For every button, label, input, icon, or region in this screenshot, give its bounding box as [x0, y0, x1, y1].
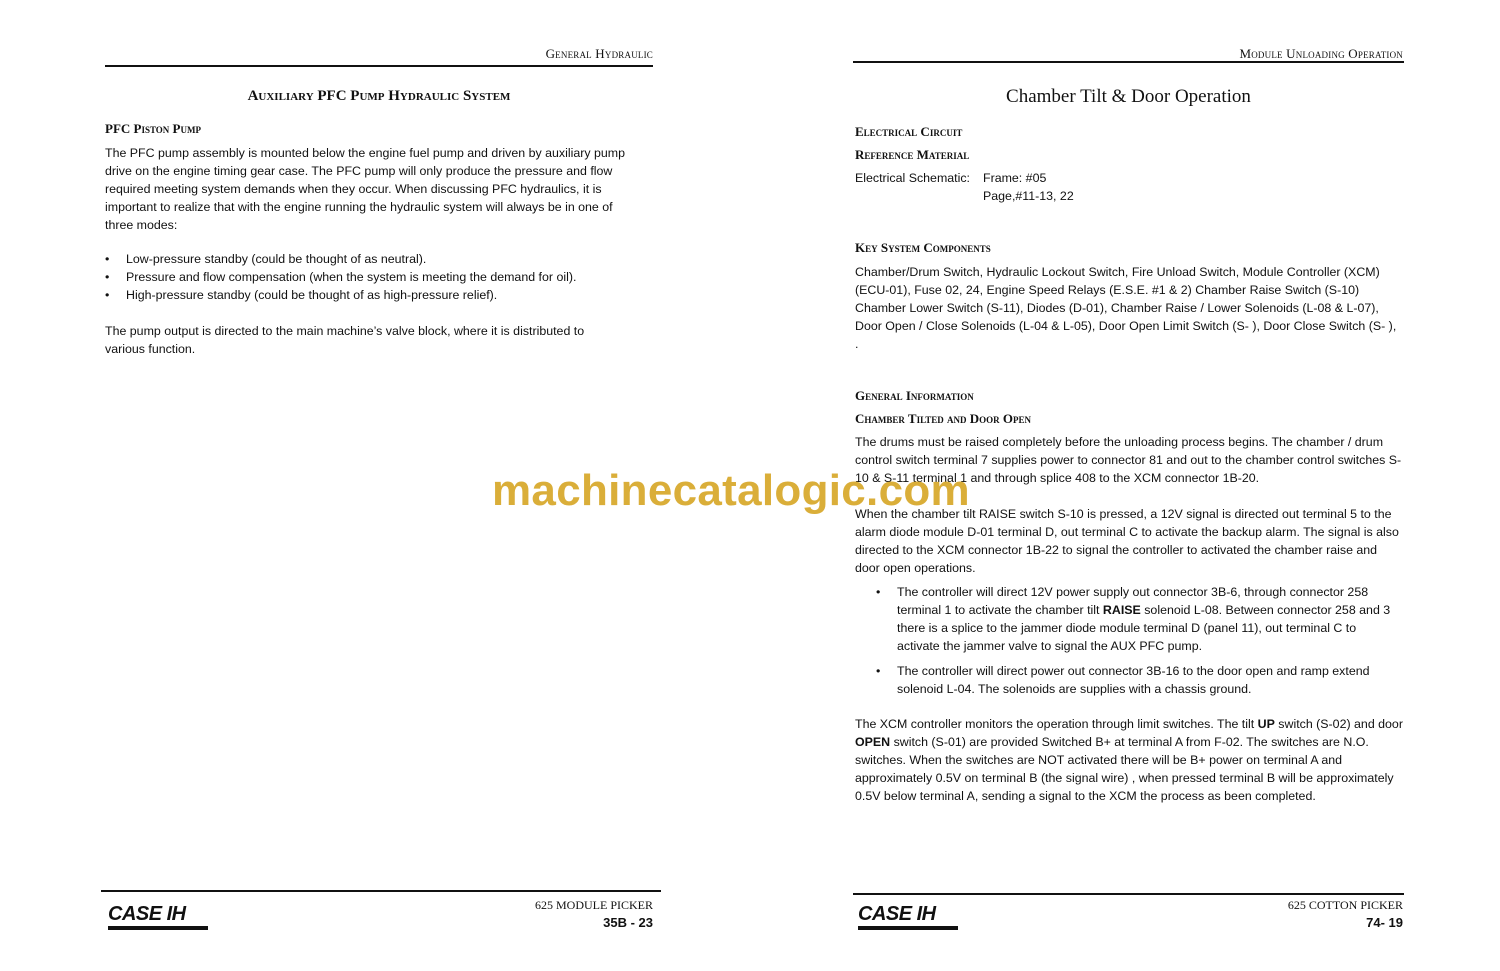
up-emphasis: UP [1257, 717, 1275, 731]
left-footer-model: 625 MODULE PICKER [534, 898, 653, 912]
list-item: • The controller will direct power out connector 3B-16 to the door open and ramp extend solenoid L-04. The solenoids are supplies with a chassis ground. [876, 662, 1396, 698]
electrical-circuit-heading: Electrical Circuit [855, 124, 963, 139]
right-header-rule [853, 61, 1404, 63]
right-running-header: Module Unloading Operation [1239, 46, 1403, 61]
left-footer-rule [101, 890, 661, 892]
left-header-rule [105, 65, 653, 67]
open-emphasis: OPEN [855, 735, 891, 749]
list-item: • High-pressure standby (could be thought of as high-pressure relief). [105, 286, 645, 304]
logo-text: CASE IH [108, 903, 186, 925]
case-ih-logo [858, 903, 936, 926]
schematic-frame: Frame: #05 [983, 171, 1047, 185]
controller-action-list [876, 583, 1396, 698]
raise-emphasis: RAISE [1102, 603, 1141, 617]
right-footer-model: 625 COTTON PICKER [1287, 898, 1403, 912]
general-information-heading: General Information [855, 388, 974, 403]
left-running-header: General Hydraulic [545, 46, 653, 61]
right-page-number: 74- 19 [1366, 915, 1403, 930]
logo-text: CASE IH [858, 903, 936, 925]
list-item: • Low-pressure standby (could be thought of as neutral). [105, 250, 645, 268]
key-components-heading: Key System Components [855, 240, 991, 255]
schematic-page: Page,#11-13, 22 [983, 189, 1074, 203]
schematic-label: Electrical Schematic: [855, 171, 970, 185]
right-paragraph-1: The drums must be raised completely before the unloading process begins. The chamber / drum control switch terminal 7 supplies power to connector 81 and out to the chamber control switches S-10 & S-11 terminal 1 and through splice 408 to the XCM connector 1B-20. [855, 435, 1402, 485]
left-mode-list [105, 250, 645, 304]
watermark: machinecatalogic.com [492, 466, 970, 515]
left-paragraph-1: The PFC pump assembly is mounted below the engine fuel pump and driven by auxiliary pump drive on the engine timing gear case. The PFC pump will only produce the pressure and flow required meeting system demands when they occur. When discussing PFC hydraulics, it is important to realize that with the engine running the hydraulic system will always be in one of three modes: [105, 146, 625, 232]
right-paragraph-2: When the chamber tilt RAISE switch S-10 is pressed, a 12V signal is directed out terminal 5 to the alarm diode module D-01 terminal D, out terminal C to activate the backup alarm. The signal is also directed to the XCM connector 1B-22 to signal the controller to activated the chamber raise and door open operations. [855, 507, 1399, 575]
list-item: • The controller will direct 12V power supply out connector 3B-6, through connector 258 terminal 1 to activate the chamber tilt RAISE solenoid L-08. Between connector 258 and 3 there is a splice to the jammer diode module terminal D (panel 11), out terminal C to activate the jammer valve to signal the AUX PFC pump. [876, 583, 1396, 655]
chamber-tilted-heading: Chamber Tilted and Door Open [855, 411, 1032, 426]
right-footer-rule [853, 893, 1404, 895]
logo-underline [108, 926, 208, 930]
left-paragraph-2: The pump output is directed to the main machine’s valve block, where it is distributed to various function. [105, 324, 585, 356]
left-page-number: 35B - 23 [603, 915, 653, 930]
case-ih-logo [108, 903, 186, 926]
list-item: • Pressure and flow compensation (when the system is meeting the demand for oil). [105, 268, 645, 286]
right-paragraph-3: The XCM controller monitors the operation through limit switches. The tilt UP switch (S-02) and door OPEN switch (S-01) are provided Switched B+ at terminal A from F-02. The switches are N.O. switches. When the switches are NOT activated there will be B+ power on terminal A and approximately 0.5V on terminal B (the signal wire) , when pressed terminal B will be approximately 0.5V below terminal A, sending a signal to the XCM the process as been completed. [855, 717, 1403, 803]
key-components-text: Chamber/Drum Switch, Hydraulic Lockout Switch, Fire Unload Switch, Module Controller (XCM) (ECU-01), Fuse 02, 24, Engine Speed Relays (E.S.E. #1 & 2) Chamber Raise Switch (S-10) Chamber Lower Switch (S-11), Diodes (D-01), Chamber Raise / Lower Solenoids (L-08 & L-07), Door Open / Close Solenoids (L-04 & L-05), Door Open Limit Switch (S- ), Door Close Switch (S- ), . [855, 265, 1397, 351]
logo-underline [858, 926, 958, 930]
right-page-title: Chamber Tilt & Door Operation [1006, 86, 1251, 107]
reference-material-heading: Reference Material [855, 147, 970, 162]
left-section-title: Auxiliary PFC Pump Hydraulic System [247, 88, 511, 104]
left-subsection-heading: PFC Piston Pump [105, 121, 201, 136]
